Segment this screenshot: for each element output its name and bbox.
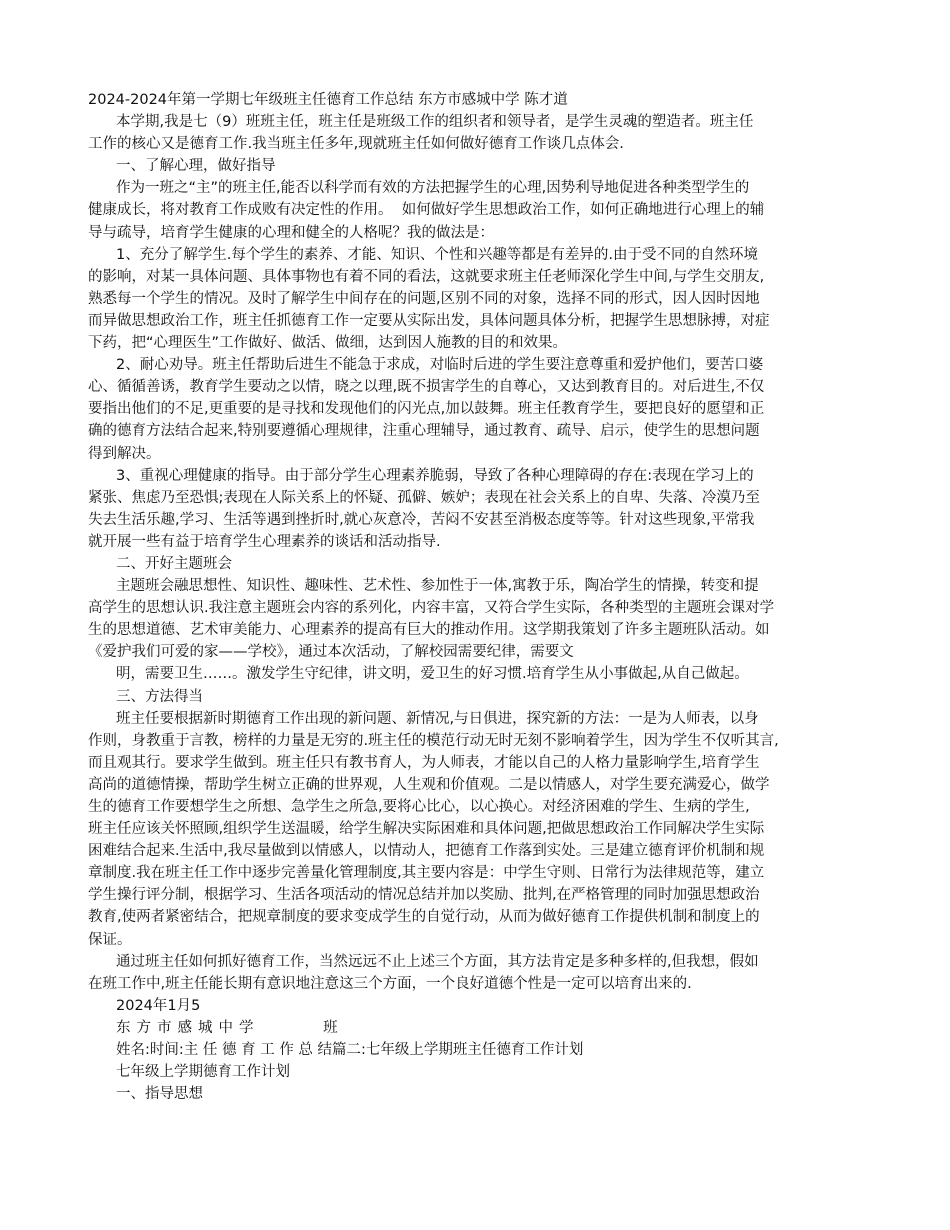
text-line: 本学期,我是七（9）班班主任，班主任是班级工作的组织者和领导者，是学生灵魂的塑造者。班主任 (116, 114, 754, 131)
text-line: 的影响，对某一具体问题、具体事物也有着不同的看法，这就要求班主任老师深化学生中间,与学生交朋友, (88, 268, 765, 285)
document-body (88, 89, 866, 1105)
text-line: 得到解决。 (88, 445, 161, 462)
text-line: 紧张、焦虑乃至恐惧;表现在人际关系上的怀疑、孤僻、嫉妒；表现在社会关系上的自卑、失落、冷漠乃至 (88, 489, 760, 506)
text-line: 3、重视心理健康的指导。由于部分学生心理素养脆弱，导致了各种心理障碍的存在:表现在学习上的 (116, 467, 754, 484)
text-line: 一、了解心理，做好指导 (116, 158, 276, 175)
text-line: 困难结合起来.生活中,我尽量做到以情感人，以情动人，把德育工作落到实处。三是建立德育评价机制和规 (88, 843, 765, 860)
text-line: 学生操行评分制，根据学习、生活各项活动的情况总结并加以奖励、批判,在严格管理的同时加强思想政治 (88, 887, 760, 904)
text-line: 东方市感城中学 班 (116, 1019, 344, 1036)
text-line: 要指出他们的不足,更重要的是寻找和发现他们的闪光点,加以鼓舞。班主任教育学生，要把良好的愿望和正 (88, 401, 765, 418)
text-line: 工作的核心又是德育工作.我当班主任多年,现就班主任如何做好德育工作谈几点体会. (88, 136, 624, 153)
text-line: 三、方法得当 (116, 688, 203, 705)
text-line: 2、耐心劝导。班主任帮助后进生不能急于求成，对临时后进的学生要注意尊重和爱护他们，要苦口婆 (116, 357, 764, 374)
text-line: 七年级上学期德育工作计划 (116, 1064, 290, 1081)
text-line: 通过班主任如何抓好德育工作，当然远远不止上述三个方面，其方法肯定是多种多样的,但我想，假如 (116, 953, 759, 970)
text-line: 确的德育方法结合起来,特别要遵循心理规律，注重心理辅导，通过教育、疏导、启示，使学生的思想问题 (88, 423, 760, 440)
text-line: 姓名:时间:主 任 德 育 工 作 总 结篇二:七年级上学期班主任德育工作计划 (116, 1042, 584, 1059)
text-line: 《爱护我们可爱的家——学校》，通过本次活动，了解校园需要纪律，需要文 (88, 644, 574, 661)
text-line: 作则，身教重于言教，榜样的力量是无穷的.班主任的模范行动无时无刻不影响着学生，因为学生不仅听其言, (88, 732, 779, 749)
text-line: 而且观其行。要求学生做到。班主任只有教书育人，为人师表，才能以自己的人格力量影响学生,培育学生 (88, 754, 760, 771)
text-line: 熟悉每一个学生的情况。及时了解学生中间存在的问题,区别不同的对象，选择不同的形式，因人因时因地 (88, 290, 760, 307)
text-line: 主题班会融思想性、知识性、趣味性、艺术性、参加性于一体,寓教于乐，陶冶学生的情操，转变和提 (116, 578, 759, 595)
text-line: 班主任应该关怀照顾,组织学生送温暖，给学生解决实际困难和具体问题,把做思想政治工作同解决学生实际 (88, 821, 765, 838)
text-line: 2024年1月5 (116, 997, 201, 1014)
text-line: 教育,使两者紧密结合，把规章制度的要求变成学生的自觉行动，从而为做好德育工作提供机制和制度上的 (88, 909, 760, 926)
text-line: 一、指导思想 (116, 1086, 203, 1103)
text-line: 而异做思想政治工作，班主任抓德育工作一定要从实际出发，具体问题具体分析，把握学生思想脉搏，对症 (88, 312, 770, 329)
document-title: 2024-2024年第一学期七年级班主任德育工作总结 东方市感城中学 陈才道 (88, 92, 568, 108)
text-line: 班主任要根据新时期德育工作出现的新问题、新情况,与日俱进，探究新的方法：一是为人师表，以身 (116, 710, 759, 727)
text-line: 失去生活乐趣,学习、生活等遇到挫折时,就心灰意冷，苦闷不安甚至消极态度等等。针对这些现象,平常我 (88, 511, 755, 528)
text-line: 章制度.我在班主任工作中逐步完善量化管理制度,其主要内容是：中学生守则、日常行为法律规范等，建立 (88, 865, 765, 882)
text-line: 导与疏导，培育学生健康的心理和健全的人格呢？我的做法是： (88, 224, 494, 241)
text-line: 作为一班之“主”的班主任,能否以科学而有效的方法把握学生的心理,因势利导地促进各种类型学生的 (116, 180, 750, 197)
text-line: 在班工作中,班主任能长期有意识地注意这三个方面，一个良好道德个性是一定可以培育出来的. (88, 975, 692, 992)
text-line: 生的思想道德、艺术审美能力、心理素养的提高有巨大的推动作用。这学期我策划了许多主题班队活动。如 (88, 622, 770, 639)
text-line: 心、循循善诱，教育学生要动之以情，晓之以理,既不损害学生的自尊心，又达到教育目的。对后进生,不仅 (88, 379, 765, 396)
text-line: 高学生的思想认识.我注意主题班会内容的系列化，内容丰富，又符合学生实际，各种类型的主题班会课对学 (88, 600, 775, 617)
text-line: 生的德育工作要想学生之所想、急学生之所急,要将心比心，以心换心。对经济困难的学生、生病的学生, (88, 799, 750, 815)
text-line: 保证。 (88, 931, 132, 948)
text-line: 1、充分了解学生.每个学生的素养、才能、知识、个性和兴趣等都是有差异的.由于受不同的自然环境 (116, 246, 758, 263)
text-line: 就开展一些有益于培育学生心理素养的谈话和活动指导. (88, 533, 441, 550)
text-line: 下药，把“心理医生”工作做好、做活、做细，达到因人施教的目的和效果。 (88, 335, 568, 352)
text-line: 二、开好主题班会 (116, 555, 232, 572)
text-line: 健康成长，将对教育工作成败有决定性的作用。 如何做好学生思想政治工作，如何正确地进行心理上的辅 (88, 202, 765, 219)
text-line: 高尚的道德情操，帮助学生树立正确的世界观，人生观和价值观。二是以情感人，对学生要充满爱心，做学 (88, 776, 770, 793)
text-line: 明，需要卫生……。激发学生守纪律，讲文明，爱卫生的好习惯.培育学生从小事做起,从自己做起。 (116, 666, 749, 683)
